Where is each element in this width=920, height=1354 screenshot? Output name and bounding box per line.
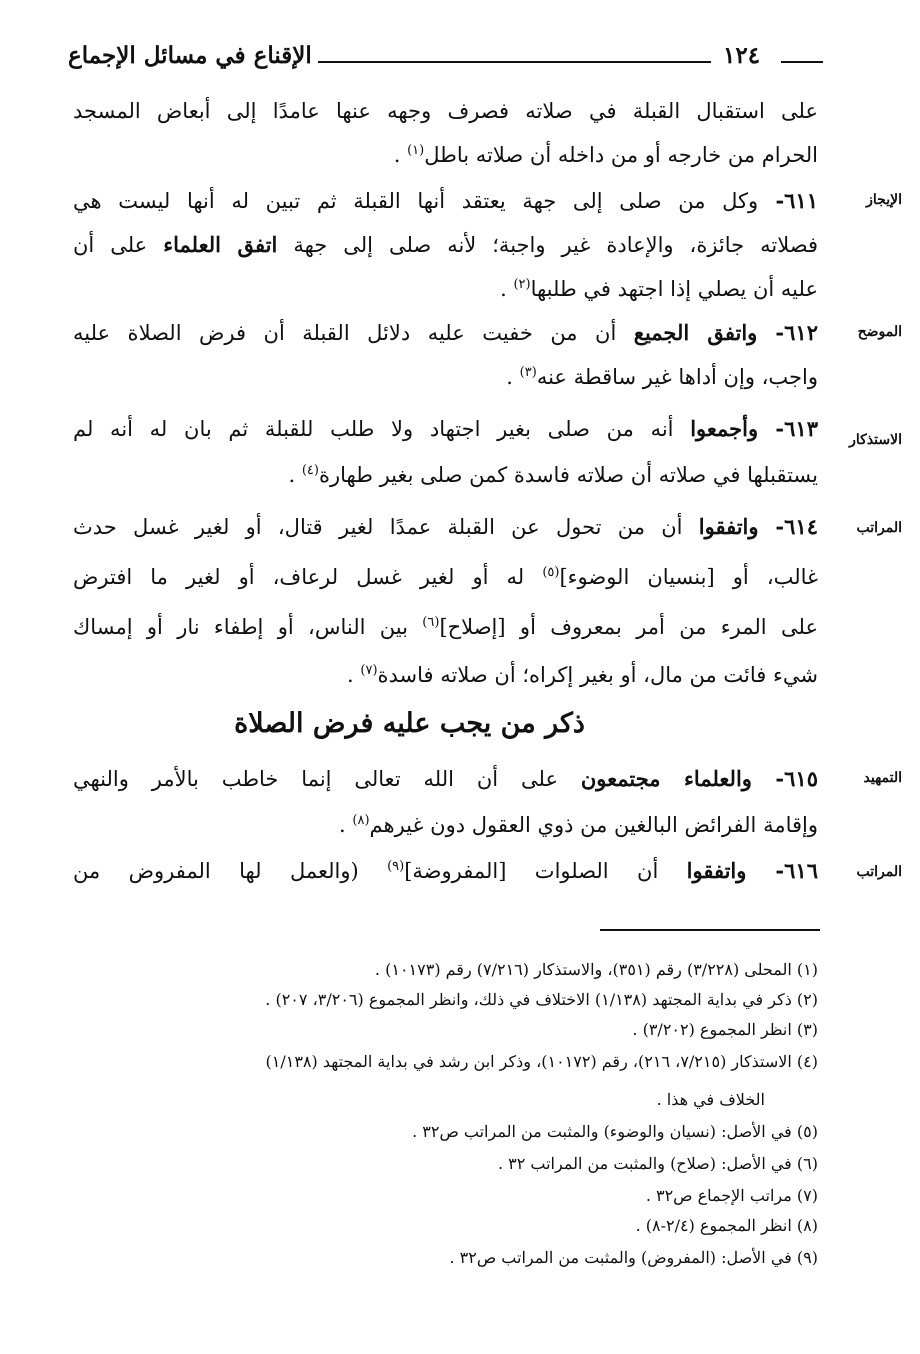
note-mark: (٨)	[352, 813, 370, 828]
footnote: (٣) انظر المجموع (٣/٢٠٢) .	[632, 1020, 818, 1039]
note-mark: (٢)	[513, 277, 531, 292]
text-run: واجب، وإن أداها غير ساقطة عنه	[536, 365, 818, 389]
margin-label-mudih: الموضح	[857, 324, 902, 340]
footnote: (٩) في الأصل: (المفروض) والمثبت من المراتب ص٣٢ .	[449, 1248, 818, 1267]
note-mark: (٧)	[360, 663, 378, 678]
note-mark: (٥)	[542, 565, 560, 580]
note-mark: (٤)	[301, 463, 319, 478]
text-line	[73, 230, 818, 262]
period: .	[500, 277, 507, 301]
text-line	[73, 140, 818, 172]
text-run: وكل من صلى إلى جهة يعتقد أنها القبلة ثم تبين له أنها ليست هي	[73, 189, 759, 213]
item-lead: ٦١٣- وأجمعوا	[690, 416, 818, 441]
text-run: عليه أن يصلي إذا اجتهد في طلبها	[530, 277, 818, 301]
footnote: (٦) في الأصل: (صلاح) والمثبت من المراتب ٣٢ .	[497, 1154, 818, 1173]
text-line	[73, 186, 818, 218]
footnote: (٧) مراتب الإجماع ص٣٢ .	[645, 1186, 818, 1205]
footnote-divider	[600, 929, 820, 931]
margin-label-ijaz: الإيجاز	[866, 192, 902, 208]
text-line	[73, 810, 818, 842]
item-lead: ٦١٦- واتفقوا	[686, 858, 818, 883]
footnote: (٨) انظر المجموع (٢/٤-٨) .	[635, 1216, 818, 1235]
note-mark: (٩)	[387, 859, 405, 874]
footnote: (٤) الاستذكار (٧/٢١٥، ٢١٦)، رقم (١٠١٧٢)، وذكر ابن رشد في بداية المجتهد (١/١٣٨)	[265, 1052, 818, 1071]
page-header	[68, 40, 823, 80]
page-number: ١٢٤	[723, 42, 761, 69]
period: .	[339, 813, 346, 837]
item-lead: ٦١٥- والعلماء مجتمعون	[580, 766, 818, 791]
footnote: (٥) في الأصل: (نسيان والوضوء) والمثبت من المراتب ص٣٢ .	[412, 1122, 818, 1141]
text-line	[73, 318, 818, 350]
text-run: شيء فائت من مال، أو بغير إكراه؛ أن صلاته فاسدة	[377, 663, 818, 687]
section-heading: ذكر من يجب عليه فرض الصلاة	[234, 708, 585, 739]
text-run: على المرء من أمر بمعروف أو [إصلاح]	[439, 615, 818, 639]
text-run: يستقبلها في صلاته أن صلاته فاسدة كمن صلى بغير طهارة	[318, 463, 818, 487]
text-run: فصلاته جائزة، والإعادة غير واجبة؛ لأنه صلى إلى جهة	[277, 233, 818, 257]
note-mark: (١)	[407, 143, 425, 158]
text-line	[73, 612, 818, 644]
period: .	[506, 365, 513, 389]
text-line	[73, 460, 818, 492]
item-lead: ٦١٢- واتفق الجميع	[633, 320, 818, 345]
text-run: أن من تحول عن القبلة عمدًا لغير قتال، أو لغير غسل حدث	[73, 515, 699, 539]
text-run: (والعمل لها المفروض من	[73, 859, 388, 883]
period: .	[288, 463, 296, 487]
period: .	[393, 143, 401, 167]
text-line: على استقبال القبلة في صلاته فصرف وجهه عنها عامدًا إلى أبعاض المسجد	[73, 99, 818, 123]
text-run: أن من خفيت عليه دلائل القبلة أن فرض الصلاة عليه	[73, 321, 634, 345]
margin-label-tamhid: التمهيد	[863, 770, 902, 786]
footnote: (١) المحلى (٣/٢٢٨) رقم (٣٥١)، والاستذكار (٧/٢١٦) رقم (١٠١٧٣) .	[374, 960, 818, 979]
text-run: له أو لغير غسل لرعاف، أو لغير ما افترض	[73, 565, 543, 589]
text-line	[73, 414, 818, 446]
text-run: الحرام من خارجه أو من داخله أن صلاته باطل	[424, 143, 818, 167]
note-mark: (٦)	[422, 615, 440, 630]
footnote: (٢) ذكر في بداية المجتهد (١/١٣٨) الاختلاف في ذلك، وانظر المجموع (٣/٢٠٦، ٢٠٧) .	[265, 990, 818, 1009]
text-line	[73, 512, 818, 544]
item-number: ٦١١-	[758, 188, 818, 213]
text-run: أنه من صلى بغير اجتهاد ولا طلب للقبلة ثم بان له أنه لم	[73, 417, 691, 441]
text-run: بين الناس، أو إطفاء نار أو إمساك	[73, 615, 423, 639]
text-run: أن الصلوات [المفروضة]	[404, 859, 687, 883]
text-run: على أن الله تعالى إنما خاطب بالأمر والنهي	[73, 767, 581, 791]
text-line	[73, 764, 818, 796]
text-run: وإقامة الفرائض البالغين من ذوي العقول دون غيرهم	[369, 813, 818, 837]
margin-label-maratib: المراتب	[856, 864, 902, 880]
text-run: غالب، أو [بنسيان الوضوء]	[559, 565, 818, 589]
footnote-continuation: الخلاف في هذا .	[656, 1090, 765, 1109]
note-mark: (٣)	[519, 365, 537, 380]
text-run: على أن	[73, 233, 164, 257]
margin-label-maratib: المراتب	[856, 520, 902, 536]
running-title: الإقناع في مسائل الإجماع	[68, 42, 312, 69]
text-line	[73, 660, 818, 692]
text-line	[73, 274, 818, 306]
margin-label-istidhkar: الاستذكار	[849, 432, 902, 448]
text-line	[73, 856, 818, 888]
item-lead: ٦١٤- واتفقوا	[698, 514, 818, 539]
text-line	[73, 562, 818, 594]
header-rule	[318, 61, 711, 63]
period: .	[347, 663, 354, 687]
header-rule-short	[781, 61, 823, 63]
consensus-phrase: اتفق العلماء	[163, 232, 278, 257]
text-line	[73, 362, 818, 394]
